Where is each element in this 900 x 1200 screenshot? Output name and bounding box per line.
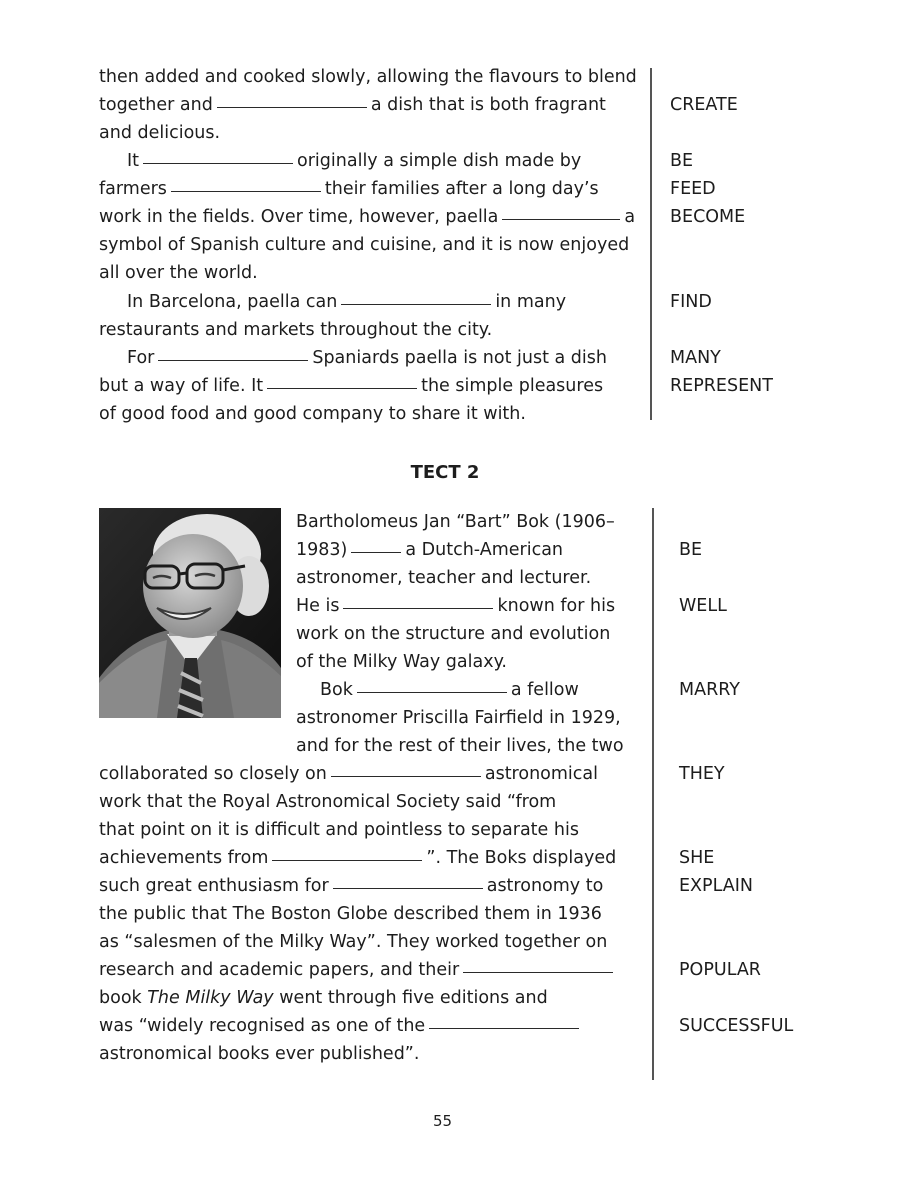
text-line: Bok a fellow xyxy=(320,680,579,700)
text-line: astronomical books ever published”. xyxy=(99,1044,420,1064)
keyword: MANY xyxy=(670,348,721,368)
text-line: and for the rest of their lives, the two xyxy=(296,736,624,756)
text-line: but a way of life. It the simple pleasures xyxy=(99,376,604,396)
text-line: the public that The Boston Globe described them in 1936 xyxy=(99,904,602,924)
text-line: restaurants and markets throughout the city. xyxy=(99,320,493,340)
answer-blank[interactable] xyxy=(272,858,422,861)
keyword: WELL xyxy=(679,596,727,616)
text-line: then added and cooked slowly, allowing the flavours to blend xyxy=(99,67,637,87)
text-line: that point on it is difficult and pointless to separate his xyxy=(99,820,579,840)
text-line: He is known for his xyxy=(296,596,616,616)
portrait-photo xyxy=(99,508,281,718)
answer-blank[interactable] xyxy=(341,302,491,305)
text-line: farmers their families after a long day’s xyxy=(99,179,599,199)
answer-blank[interactable] xyxy=(343,606,493,609)
text-line: together and a dish that is both fragrant xyxy=(99,95,606,115)
answer-blank[interactable] xyxy=(158,358,308,361)
answer-blank[interactable] xyxy=(463,970,613,973)
answer-blank[interactable] xyxy=(333,886,483,889)
text-line: achievements from ”. The Boks displayed xyxy=(99,848,617,868)
text-line: symbol of Spanish culture and cuisine, and it is now enjoyed xyxy=(99,235,630,255)
text-line: book The Milky Way went through five editions and xyxy=(99,988,548,1008)
answer-blank[interactable] xyxy=(502,217,620,220)
answer-blank[interactable] xyxy=(217,105,367,108)
text-line: of good food and good company to share it with. xyxy=(99,404,526,424)
keyword: FEED xyxy=(670,179,716,199)
text-line: Bartholomeus Jan “Bart” Bok (1906– xyxy=(296,512,615,532)
page-number: 55 xyxy=(432,1112,453,1130)
answer-blank[interactable] xyxy=(143,161,293,164)
answer-blank[interactable] xyxy=(171,189,321,192)
column-divider xyxy=(650,68,652,420)
text-line: and delicious. xyxy=(99,123,221,143)
text-line: as “salesmen of the Milky Way”. They worked together on xyxy=(99,932,608,952)
text-line: In Barcelona, paella can in many xyxy=(127,292,567,312)
text-line: such great enthusiasm for astronomy to xyxy=(99,876,604,896)
answer-blank[interactable] xyxy=(357,690,507,693)
keyword: FIND xyxy=(670,292,712,312)
text-line: research and academic papers, and their xyxy=(99,956,617,984)
keyword: THEY xyxy=(679,764,725,784)
keyword: MARRY xyxy=(679,680,740,700)
text-line: collaborated so closely on astronomical xyxy=(99,764,598,784)
section-heading: ТЕСТ 2 xyxy=(410,462,480,483)
book-title: The Milky Way xyxy=(147,988,274,1008)
answer-blank[interactable] xyxy=(429,1026,579,1029)
text-line: work on the structure and evolution xyxy=(296,624,611,644)
text-line: It originally a simple dish made by xyxy=(127,151,582,171)
keyword: SHE xyxy=(679,848,715,868)
text-line: 1983) a Dutch-American xyxy=(296,540,564,560)
keyword: EXPLAIN xyxy=(679,876,753,896)
keyword: BE xyxy=(670,151,694,171)
answer-blank[interactable] xyxy=(267,386,417,389)
text-line: of the Milky Way galaxy. xyxy=(296,652,507,672)
column-divider xyxy=(652,508,654,1080)
keyword: POPULAR xyxy=(679,960,761,980)
answer-blank[interactable] xyxy=(351,550,401,553)
keyword: CREATE xyxy=(670,95,738,115)
text-line: all over the world. xyxy=(99,263,258,283)
text-line: astronomer, teacher and lecturer. xyxy=(296,568,592,588)
keyword: SUCCESSFUL xyxy=(679,1016,794,1036)
keyword: BECOME xyxy=(670,207,746,227)
text-line: astronomer Priscilla Fairfield in 1929, xyxy=(296,708,621,728)
answer-blank[interactable] xyxy=(331,774,481,777)
text-line: was “widely recognised as one of the xyxy=(99,1012,583,1040)
keyword: BE xyxy=(679,540,703,560)
text-line: work in the fields. Over time, however, paella a xyxy=(99,207,636,227)
text-line: work that the Royal Astronomical Society said “from xyxy=(99,792,557,812)
text-line: For Spaniards paella is not just a dish xyxy=(127,348,607,368)
keyword: REPRESENT xyxy=(670,376,773,396)
